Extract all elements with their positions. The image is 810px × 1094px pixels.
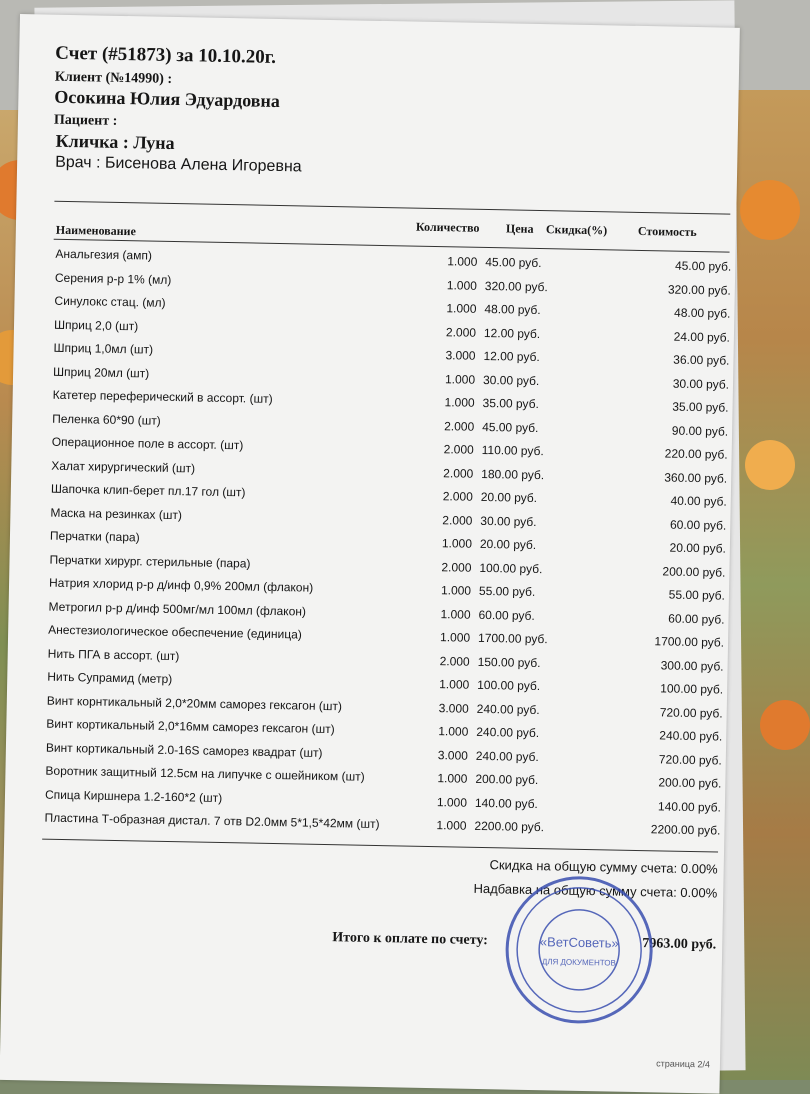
item-name: Воротник защитный 12.5см на липучке с ошейником (шт) <box>45 763 365 784</box>
item-total: 60.00 руб. <box>668 611 725 627</box>
flower-decoration <box>760 700 810 750</box>
item-price: 100.00 руб. <box>477 677 541 694</box>
item-name: Пеленка 60*90 (шт) <box>52 411 161 428</box>
item-qty: 2.000 <box>442 489 473 504</box>
item-total: 140.00 руб. <box>657 798 722 815</box>
item-total: 300.00 руб. <box>660 657 724 674</box>
item-name: Винт корнтикальный 2,0*20мм саморез гексагон (шт) <box>46 693 343 713</box>
item-total: 48.00 руб. <box>674 305 731 321</box>
total-value: 7963.00 руб. <box>642 936 717 953</box>
flower-decoration <box>745 440 795 490</box>
item-qty: 2.000 <box>441 559 472 575</box>
item-name: Перчатки хирург. стерильные (пара) <box>49 552 251 571</box>
col-header-total: Стоимость <box>637 223 697 240</box>
item-name: Спица Киршнера 1.2-160*2 (шт) <box>44 787 223 805</box>
item-total: 40.00 руб. <box>670 493 727 509</box>
flower-decoration <box>740 180 800 240</box>
item-qty: 3.000 <box>438 700 469 716</box>
item-name: Синулокс стац. (мл) <box>54 293 166 310</box>
item-name: Пластина Т-образная дистал. 7 отв D2.0мм 5*1,5*42мм (шт) <box>44 810 380 832</box>
item-name: Шприц 2,0 (шт) <box>53 317 139 333</box>
item-total: 720.00 руб. <box>659 704 723 721</box>
item-price: 12.00 руб. <box>483 348 540 365</box>
item-name: Винт кортикальный 2.0-16S саморез квадрат (шт) <box>45 740 323 760</box>
item-qty: 1.000 <box>436 818 467 833</box>
item-total: 1700.00 руб. <box>654 634 725 650</box>
item-price: 2200.00 руб. <box>474 818 545 835</box>
item-total: 200.00 руб. <box>662 563 726 580</box>
item-total: 55.00 руб. <box>668 587 726 603</box>
invoice-sheet <box>0 14 740 1094</box>
item-qty: 2.000 <box>444 418 475 434</box>
stamp-seal <box>503 873 656 1026</box>
item-price: 60.00 руб. <box>478 607 535 623</box>
stamp-text-sub: ДЛЯ ДОКУМЕНТОВ <box>541 957 616 968</box>
item-qty: 2.000 <box>445 324 477 340</box>
total-label: Итого к оплате по счету: <box>332 930 489 949</box>
item-total: 24.00 руб. <box>673 329 731 345</box>
item-name: Анальгезия (амп) <box>55 246 153 263</box>
item-qty: 1.000 <box>440 606 471 622</box>
item-qty: 2.000 <box>443 442 474 457</box>
table-top-rule <box>54 201 730 215</box>
item-qty: 2.000 <box>443 465 474 481</box>
item-qty: 2.000 <box>439 653 470 669</box>
item-price: 240.00 руб. <box>476 724 540 741</box>
markup-summary: Надбавка на общую сумму счета: 0.00% <box>473 880 718 901</box>
item-name: Катетер переферический в ассорт. (шт) <box>52 387 273 406</box>
item-name: Шприц 1,0мл (шт) <box>53 340 154 357</box>
col-header-qty: Количество <box>415 219 480 235</box>
item-price: 1700.00 руб. <box>477 630 548 647</box>
item-name: Операционное поле в ассорт. (шт) <box>51 434 244 453</box>
item-price: 55.00 руб. <box>478 583 536 599</box>
item-name: Перчатки (пара) <box>49 528 140 545</box>
item-name: Анестезиологическое обеспечение (единица) <box>48 622 302 642</box>
item-price: 30.00 руб. <box>480 513 537 529</box>
item-qty: 1.000 <box>441 536 473 551</box>
item-total: 30.00 руб. <box>672 376 730 392</box>
item-total: 45.00 руб. <box>674 258 732 274</box>
patient-label: Пациент : <box>53 112 118 129</box>
item-qty: 1.000 <box>446 277 478 293</box>
item-price: 240.00 руб. <box>475 748 539 764</box>
doctor-name: Врач : Бисенова Алена Игоревна <box>54 153 302 176</box>
item-price: 180.00 руб. <box>481 466 545 482</box>
item-qty: 1.000 <box>439 677 470 692</box>
item-price: 30.00 руб. <box>482 372 540 388</box>
item-qty: 1.000 <box>446 301 477 316</box>
client-label: Клиент (№14990) : <box>54 69 173 87</box>
item-total: 360.00 руб. <box>664 469 728 486</box>
item-name: Нить ПГА в ассорт. (шт) <box>47 646 180 663</box>
item-name: Серения р-р 1% (мл) <box>54 270 172 287</box>
item-qty: 1.000 <box>444 395 475 410</box>
item-price: 35.00 руб. <box>482 395 539 412</box>
item-price: 48.00 руб. <box>484 301 541 318</box>
item-qty: 1.000 <box>447 254 478 269</box>
item-name: Халат хирургический (шт) <box>51 458 196 475</box>
item-price: 20.00 руб. <box>479 536 537 553</box>
stamp-text-main: «ВетСоветь» <box>539 934 619 951</box>
item-qty: 1.000 <box>436 794 468 810</box>
item-total: 90.00 руб. <box>671 423 729 439</box>
item-total: 320.00 руб. <box>667 281 731 298</box>
discount-summary: Скидка на общую сумму счета: 0.00% <box>489 857 718 877</box>
item-total: 220.00 руб. <box>664 446 728 462</box>
pet-name: Кличка : Луна <box>55 130 175 153</box>
col-header-discount: Скидка(%) <box>545 222 608 238</box>
col-header-name: Наименование <box>55 222 136 239</box>
item-price: 110.00 руб. <box>481 442 544 459</box>
item-qty: 1.000 <box>438 724 469 739</box>
item-total: 36.00 руб. <box>673 352 730 368</box>
item-qty: 1.000 <box>437 771 468 786</box>
item-price: 240.00 руб. <box>476 701 540 717</box>
item-name: Метрогил р-р д/инф 500мг/мл 100мл (флакон) <box>48 599 307 619</box>
page-footer: страница 2/4 <box>656 1058 711 1070</box>
item-price: 45.00 руб. <box>482 419 539 435</box>
item-price: 12.00 руб. <box>483 325 541 341</box>
client-name: Осокина Юлия Эдуардовна <box>54 86 281 112</box>
item-total: 100.00 руб. <box>660 681 724 697</box>
item-price: 200.00 руб. <box>475 771 539 788</box>
item-total: 200.00 руб. <box>658 775 722 791</box>
item-price: 150.00 руб. <box>477 654 541 670</box>
col-header-price: Цена <box>505 221 534 236</box>
item-qty: 2.000 <box>442 512 473 528</box>
item-name: Винт кортикальный 2,0*16мм саморез гексагон (шт) <box>46 716 335 737</box>
item-qty: 3.000 <box>437 747 469 763</box>
item-name: Нить Супрамид (метр) <box>47 669 173 687</box>
item-price: 45.00 руб. <box>485 254 542 271</box>
item-price: 140.00 руб. <box>474 795 538 811</box>
item-qty: 3.000 <box>445 348 476 363</box>
item-price: 320.00 руб. <box>484 278 548 294</box>
item-total: 720.00 руб. <box>658 751 722 768</box>
item-total: 20.00 руб. <box>669 540 727 556</box>
item-total: 35.00 руб. <box>672 399 729 415</box>
item-price: 20.00 руб. <box>480 489 538 506</box>
item-total: 240.00 руб. <box>659 728 723 744</box>
item-qty: 1.000 <box>439 630 471 645</box>
item-name: Шприц 20мл (шт) <box>53 364 150 381</box>
item-price: 100.00 руб. <box>479 560 543 576</box>
invoice-title: Счет (#51873) за 10.10.20г. <box>55 42 277 68</box>
item-total: 2200.00 руб. <box>650 822 721 838</box>
item-name: Натрия хлорид р-р д/инф 0,9% 200мл (флакон) <box>48 575 314 595</box>
item-name: Шапочка клип-берет пл.17 гол (шт) <box>50 481 246 500</box>
item-qty: 1.000 <box>440 583 472 598</box>
item-total: 60.00 руб. <box>669 517 727 533</box>
item-qty: 1.000 <box>444 371 476 387</box>
item-name: Маска на резинках (шт) <box>50 505 183 522</box>
